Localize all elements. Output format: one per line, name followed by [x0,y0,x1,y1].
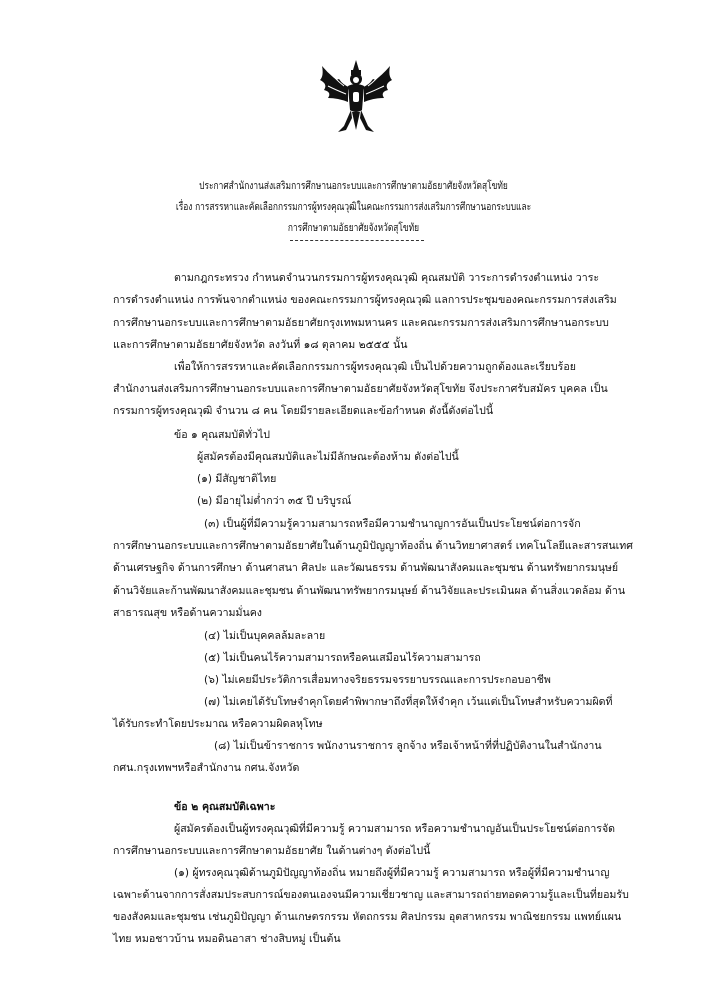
section-2-item: (๑) ผู้ทรงคุณวุฒิด้านภูมิปัญญาท้องถิ่น หมายถึงผู้ที่มีความรู้ ความสามารถ หรือผู้ที่มีความชำนาญ [174,867,610,879]
section-1-item-continued: การศึกษานอกระบบและการศึกษาตามอัธยาศัยในด้านภูมิปัญญาท้องถิ่น ด้านวิทยาศาสตร์ เทคโนโลยีและสารสนเทศ [113,540,633,552]
preamble-line: และการศึกษาตามอัธยาศัยจังหวัด ลงวันที่ ๑๘ ตุลาคม ๒๕๕๕ นั้น [113,339,408,351]
subject-line: เรื่อง การสรรหาและคัดเลือกกรรมการผู้ทรงคุณวุฒิในคณะกรรมการส่งเสริมการศึกษานอกระบบและ [175,201,532,213]
section-1-item-continued: สาธารณสุข หรือด้านความมั่นคง [113,607,262,619]
section-2-intro: ผู้สมัครต้องเป็นผู้ทรงคุณวุฒิที่มีความรู้ ความสามารถ หรือความชำนาญอันเป็นประโยชน์ต่อการจัด [174,823,616,835]
section-1-item: (๓) เป็นผู้ที่มีความรู้ความสามารถหรือมีความชำนาญการอันเป็นประโยชน์ต่อการจัก [204,518,581,530]
section-1-heading: ข้อ ๑ คุณสมบัติทั่วไป [174,429,271,441]
purpose-line: กรรมการผู้ทรงคุณวุฒิ จำนวน ๘ คน โดยมีรายละเอียดและข้อกำหนด ดังนี้ดังต่อไปนี้ [113,405,494,417]
section-1-item: (๖) ไม่เคยมีประวัติการเสื่อมทางจริยธรรมจรรยาบรรณและการประกอบอาชีพ [204,674,551,686]
section-1-item: (๒) มีอายุไม่ต่ำกว่า ๓๕ ปี บริบูรณ์ [197,495,352,507]
section-1-intro: ผู้สมัครต้องมีคุณสมบัติและไม่มีลักษณะต้องห้าม ดังต่อไปนี้ [197,451,459,463]
section-1-item-continued: ด้านวิจัยและก้านพัฒนาสังคมและชุมชน ด้านพัฒนาทรัพยากรมนุษย์ ด้านวิจัยและประเมินผล ด้านสิ่งแวดล้อม ด้าน [113,585,626,597]
section-2-item-continued: ไทย หมอชาวบ้าน หมอดินอาสา ช่างสิบหมู่ เป็นต้น [113,933,341,945]
purpose-line: เพื่อให้การสรรหาและคัดเลือกกรรมการผู้ทรงคุณวุฒิ เป็นไปด้วยความถูกต้องและเรียบร้อย [174,361,576,373]
section-1-item: (๗) ไม่เคยได้รับโทษจำคุกโดยคำพิพากษาถึงที่สุดให้จำคุก เว้นแต่เป็นโทษสำหรับความผิดที่ [204,696,613,708]
section-1-item: (๕) ไม่เป็นคนไร้ความสามารถหรือคนเสมือนไร้ความสามารถ [204,652,481,664]
section-2-heading: ข้อ ๒ คุณสมบัติเฉพาะ [174,801,276,813]
section-1-item-continued: ด้านเศรษฐกิจ ด้านการศึกษา ด้านศาสนา ศิลปะ และวัฒนธรรม ด้านพัฒนาสังคมและชุมชน ด้านทรัพยากรมนุษย์ [113,562,619,574]
preamble-line: ตามกฎกระทรวง กำหนดจำนวนกรรมการผู้ทรงคุณวุฒิ คุณสมบัติ วาระการดำรงตำแหน่ง วาระ [174,272,600,284]
purpose-line: สำนักงานส่งเสริมการศึกษานอกระบบและการศึกษาตามอัธยาศัยจังหวัดสุโขทัย จึงประกาศรับสมัคร บุคคล เป็น [113,383,608,395]
section-1-item: (๑) มีสัญชาติไทย [197,473,277,485]
header-separator [290,240,424,241]
section-2-intro-continued: การศึกษานอกระบบและการศึกษาตามอัธยาศัย ในด้านต่างๆ ดังต่อไปนี้ [113,845,431,857]
section-2-item-continued: ของสังคมและชุมชน เช่นภูมิปัญญา ด้านเกษตรกรรม หัตถกรรม ศิลปกรรม อุตสาหกรรม พาณิชยกรรม แพทย์แผน [113,911,622,923]
preamble-line: การศึกษานอกระบบและการศึกษาตามอัธยาศัยกรุงเทพมหานคร และคณะกรรมการส่งเสริมการศึกษานอกระบบ [113,317,609,329]
subject-line-continued: การศึกษาตามอัธยาศัยจังหวัดสุโขทัย [287,222,420,234]
section-1-item-continued: กศน.กรุงเทพฯหรือสำนักงาน กศน.จังหวัด [113,762,300,774]
announcement-title: ประกาศสำนักงานส่งเสริมการศึกษานอกระบบและการศึกษาตามอัธยาศัยจังหวัดสุโขทัย [199,180,508,192]
section-2-item-continued: เฉพาะด้านจากการสั่งสมประสบการณ์ของตนเองจนมีความเชี่ยวชาญ และสามารถถ่ายทอดความรู้และเป็นที่ยอมรับ [113,889,629,901]
preamble-line: การดำรงตำแหน่ง การพ้นจากตำแหน่ง ของคณะกรรมการผู้ทรงคุณวุฒิ แลการประชุมของคณะกรรมการส่งเสริม [113,294,617,306]
section-1-item-continued: ได้รับกระทำโดยประมาณ หรือความผิดลหุโทษ [113,718,323,730]
section-1-item: (๘) ไม่เป็นข้าราชการ พนักงานราชการ ลูกจ้าง หรือเจ้าหน้าที่ที่ปฏิบัติงานในสำนักงาน [214,740,602,752]
section-1-item: (๔) ไม่เป็นบุคคลล้มละลาย [204,630,326,642]
garuda-emblem-icon [318,58,394,138]
